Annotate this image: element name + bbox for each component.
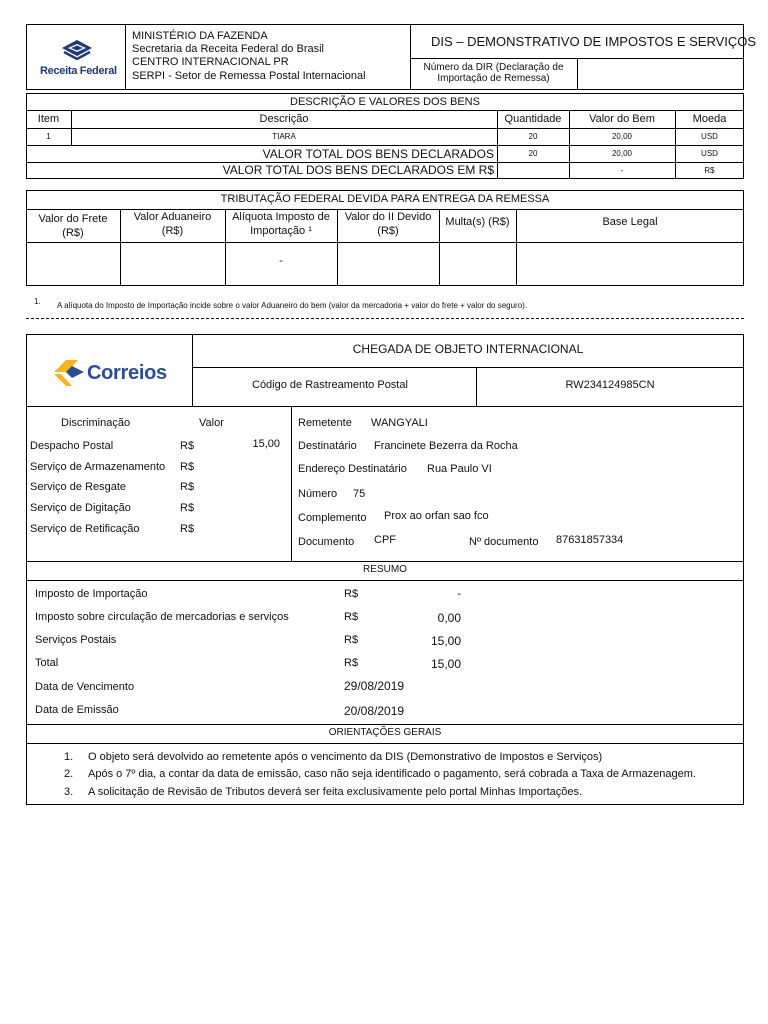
tax-col-ii-l2: (R$) [377,225,399,237]
service-currency-0: R$ [180,440,195,452]
tax-col-frete-l1: Valor do Frete [38,213,108,225]
summary-label-2: Serviços Postais [35,634,117,646]
guidance-text-1: O objeto será devolvido ao remetente após o vencimento da DIS (Demonstrativo de Impostos e Serviços) [88,751,603,763]
goods-col-valor: Valor do Bem [589,113,655,125]
summary-value-1: 0,00 [437,611,461,625]
goods-title: DESCRIÇÃO E VALORES DOS BENS [290,96,480,108]
goods-row-item: 1 [46,132,51,141]
service-currency-4: R$ [180,523,195,535]
summary-value-2: 15,00 [430,634,461,648]
document-title: DIS – DEMONSTRATIVO DE IMPOSTOS E SERVIÇOS [431,34,757,49]
documento-value: CPF [374,534,396,546]
num-doc-value: 87631857334 [556,534,624,546]
summary-label-0: Imposto de Importação [35,588,148,600]
service-name-1: Serviço de Armazenamento [30,461,166,473]
tax-col-frete-l2: (R$) [62,227,84,239]
tax-col-base-legal: Base Legal [602,216,658,228]
destinatario-value: Francinete Bezerra da Rocha [374,440,518,452]
tax-col-aduaneiro-l2: (R$) [161,225,184,237]
guidance-num-3: 3. [64,786,74,798]
tracking-code: RW234124985CN [565,379,655,391]
guidance-title: ORIENTAÇÕES GERAIS [328,727,442,738]
dir-label-line-2: Importação de Remessa) [437,73,550,84]
correios-title: CHEGADA DE OBJETO INTERNACIONAL [352,342,584,356]
total-brl-label: VALOR TOTAL DOS BENS DECLARADOS EM R$ [222,163,494,177]
destinatario-label: Destinatário [298,440,357,452]
summary-value-0: - [457,588,461,600]
issue-date-label: Data de Emissão [35,704,119,716]
service-currency-2: R$ [180,481,195,493]
complemento-label: Complemento [298,512,367,524]
guidance-num-1: 1. [64,751,74,763]
receita-federal-logo-text: Receita Federal [40,65,117,77]
due-date-value: 29/08/2019 [344,679,405,693]
tax-col-multa: Multa(s) (R$) [445,216,510,228]
tax-title: TRIBUTAÇÃO FEDERAL DEVIDA PARA ENTREGA DA REMESSA [220,193,550,205]
endereco-label: Endereço Destinatário [298,463,407,475]
dir-label-line-1: Número da DIR (Declaração de [423,62,564,73]
summary-title: RESUMO [363,564,407,575]
tax-footnote: A alíquota do Imposto de Importação incide sobre o valor Aduaneiro do bem (valor da mercadoria + valor do frete + valor do seguro). [57,301,528,310]
numero-value: 75 [353,488,366,500]
summary-label-1: Imposto sobre circulação de mercadorias e serviços [35,611,289,623]
remetente-value: WANGYALI [371,417,428,429]
total-declared-moeda: USD [701,149,718,158]
service-name-3: Serviço de Digitação [30,502,131,514]
service-name-2: Serviço de Resgate [30,481,126,493]
tax-value-aliquota: - [279,255,283,267]
goods-col-quantidade: Quantidade [504,113,562,125]
goods-col-item: Item [37,113,60,125]
org-line-2: Secretaria da Receita Federal do Brasil [132,43,324,55]
tax-col-aduaneiro-l1: Valor Aduaneiro [133,211,212,223]
correios-logo-text: Correios [87,362,167,384]
summary-currency-1: R$ [344,611,359,623]
guidance-num-2: 2. [64,768,74,780]
correios-logo-icon [52,358,86,386]
goods-row-valor: 20,00 [611,132,633,141]
remetente-label: Remetente [298,417,352,429]
goods-row-descricao: TIARA [272,132,296,141]
endereco-value: Rua Paulo VI [427,463,492,475]
org-line-3: CENTRO INTERNACIONAL PR [132,56,289,68]
total-brl-valor: - [620,166,624,175]
num-doc-label: Nº documento [469,536,539,548]
correios-logo [52,358,172,388]
total-declared-quantidade: 20 [528,149,538,158]
goods-row-quantidade: 20 [528,132,538,141]
services-header-discriminacao: Discriminação [61,417,131,429]
guidance-text-3: A solicitação de Revisão de Tributos deverá ser feita exclusivamente pelo portal Minhas Importações. [88,786,583,798]
documento-label: Documento [298,536,355,548]
guidance-text-2: Após o 7º dia, a contar da data de emissão, caso não seja identificado o pagamento, será cobrada a Taxa de Armazenagem. [88,768,696,780]
tax-col-aliquota-l1: Alíquota Imposto de [232,211,330,223]
goods-col-descricao: Descrição [259,113,309,125]
summary-label-3: Total [35,657,59,669]
receita-federal-emblem-icon [38,38,116,62]
service-name-4: Serviço de Retificação [30,523,140,535]
issue-date-value: 20/08/2019 [344,704,405,718]
total-brl-moeda: R$ [704,166,715,175]
org-line-1: MINISTÉRIO DA FAZENDA [132,30,268,42]
summary-currency-2: R$ [344,634,359,646]
complemento-value: Prox ao orfan sao fco [384,510,489,522]
receita-federal-logo [38,38,116,80]
services-header-valor: Valor [199,417,224,429]
summary-currency-3: R$ [344,657,359,669]
cut-line [26,318,744,319]
due-date-label: Data de Vencimento [35,681,135,693]
summary-currency-0: R$ [344,588,359,600]
service-name-0: Despacho Postal [30,440,114,452]
summary-value-3: 15,00 [430,657,461,671]
numero-label: Número [298,488,338,500]
goods-row-moeda: USD [701,132,718,141]
service-currency-1: R$ [180,461,195,473]
goods-col-moeda: Moeda [692,113,727,125]
service-currency-3: R$ [180,502,195,514]
total-declared-label: VALOR TOTAL DOS BENS DECLARADOS [262,147,494,161]
tax-col-ii-l1: Valor do II Devido [344,211,432,223]
total-declared-valor: 20,00 [611,149,633,158]
tax-col-aliquota-l2: Importação ¹ [250,225,312,237]
tax-footnote-mark: 1. [34,297,41,306]
org-line-4: SERPI - Setor de Remessa Postal Internacional [132,70,366,82]
service-value-0: 15,00 [252,438,280,450]
tracking-label: Código de Rastreamento Postal [252,379,408,391]
